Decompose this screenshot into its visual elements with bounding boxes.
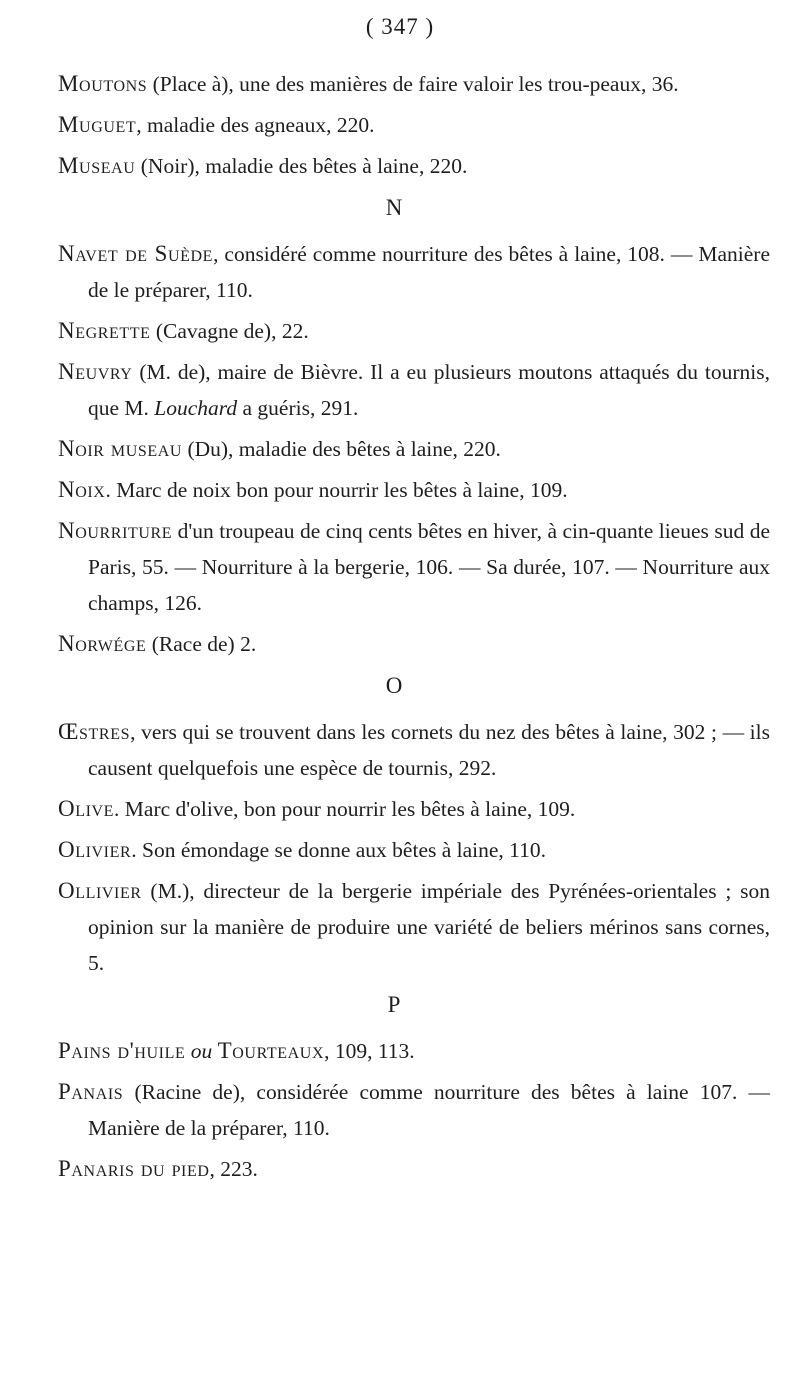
section-letter: N xyxy=(385,195,403,220)
index-entry xyxy=(58,313,770,349)
entry-text: . Son émondage se donne aux bêtes à laine, 110. xyxy=(131,838,547,862)
index-entry xyxy=(58,873,770,981)
entry-headword: Noir museau xyxy=(58,436,183,461)
index-entry xyxy=(58,714,770,786)
entry-italic: ou xyxy=(185,1039,218,1063)
entry-text: , 109, 113. xyxy=(324,1039,415,1063)
index-entry xyxy=(58,513,770,621)
section-letter: P xyxy=(387,992,401,1017)
entry-text: . Marc de noix bon pour nourrir les bêtes à laine, 109. xyxy=(105,478,568,502)
entry-headword: Museau xyxy=(58,153,136,178)
entry-text: , vers qui se trouvent dans les cornets du nez des bêtes à laine, 302 ; — ils causent quelquefois une espèce de tournis, 292. xyxy=(88,720,770,780)
section-letter: O xyxy=(385,673,403,698)
entry-headword: Noix xyxy=(58,477,106,502)
entry-text: (Place à), une des manières de faire valoir les trou-peaux, 36. xyxy=(147,72,679,96)
entry-text: (Cavagne de), 22. xyxy=(150,319,309,343)
entry-text: (M. de), maire de Bièvre. Il a eu plusieurs moutons attaqués du tournis, que M. xyxy=(88,360,770,420)
index-entry xyxy=(58,1151,770,1187)
entry-headword: Navet de Suède xyxy=(58,241,214,266)
index-entry xyxy=(58,66,770,102)
entry-text: , 223. xyxy=(209,1157,258,1181)
entry-headword: Norwége xyxy=(58,631,147,656)
entry-text: (Racine de), considérée comme nourriture des bêtes à laine 107. — Manière de la préparer, 110. xyxy=(88,1080,770,1140)
entry-text: , considéré comme nourriture des bêtes à laine, 108. — Manière de le préparer, 110. xyxy=(88,242,770,302)
entry-headword: Negrette xyxy=(58,318,151,343)
entry-headword: Nourriture xyxy=(58,518,173,543)
entry-headword: Panaris du pied xyxy=(58,1156,210,1181)
entry-headword: Tourteaux xyxy=(217,1038,325,1063)
index-entry xyxy=(58,791,770,827)
page-number: ( 347 ) xyxy=(365,14,435,39)
entry-headword: Olive xyxy=(58,796,115,821)
entry-headword: Panais xyxy=(58,1079,124,1104)
index-entries xyxy=(58,66,770,1192)
entry-text: a guéris, 291. xyxy=(237,396,359,420)
entry-headword: Pains d'huile xyxy=(58,1038,186,1063)
index-entry xyxy=(58,236,770,308)
entry-headword: Neuvry xyxy=(58,359,133,384)
entry-text: . Marc d'olive, bon pour nourrir les bêtes à laine, 109. xyxy=(114,797,576,821)
index-entry xyxy=(58,1074,770,1146)
entry-headword: Moutons xyxy=(58,71,148,96)
entry-headword: Ollivier xyxy=(58,878,142,903)
entry-text: d'un troupeau de cinq cents bêtes en hiver, à cin-quante lieues sud de Paris, 55. — Nourriture à la bergerie, 106. — Sa durée, 107. — Nourriture aux champs, 126. xyxy=(88,519,770,615)
entry-text: (Du), maladie des bêtes à laine, 220. xyxy=(182,437,501,461)
index-entry xyxy=(58,354,770,426)
index-entry xyxy=(58,832,770,868)
entry-headword: Olivier xyxy=(58,837,132,862)
entry-text: (Race de) 2. xyxy=(146,632,257,656)
index-entry xyxy=(58,148,770,184)
index-entry xyxy=(58,1033,770,1069)
entry-headword: Muguet xyxy=(58,112,137,137)
entry-headword: Œstres xyxy=(58,719,131,744)
entry-text: (M.), directeur de la bergerie impériale des Pyrénées-orientales ; son opinion sur la manière de produire une variété de beliers mérinos sans cornes, 5. xyxy=(88,879,770,975)
index-entry xyxy=(58,107,770,143)
index-entry xyxy=(58,472,770,508)
index-entry xyxy=(58,626,770,662)
entry-text: , maladie des agneaux, 220. xyxy=(136,113,375,137)
entry-italic: Louchard xyxy=(154,396,238,420)
index-entry xyxy=(58,431,770,467)
entry-text: (Noir), maladie des bêtes à laine, 220. xyxy=(135,154,468,178)
